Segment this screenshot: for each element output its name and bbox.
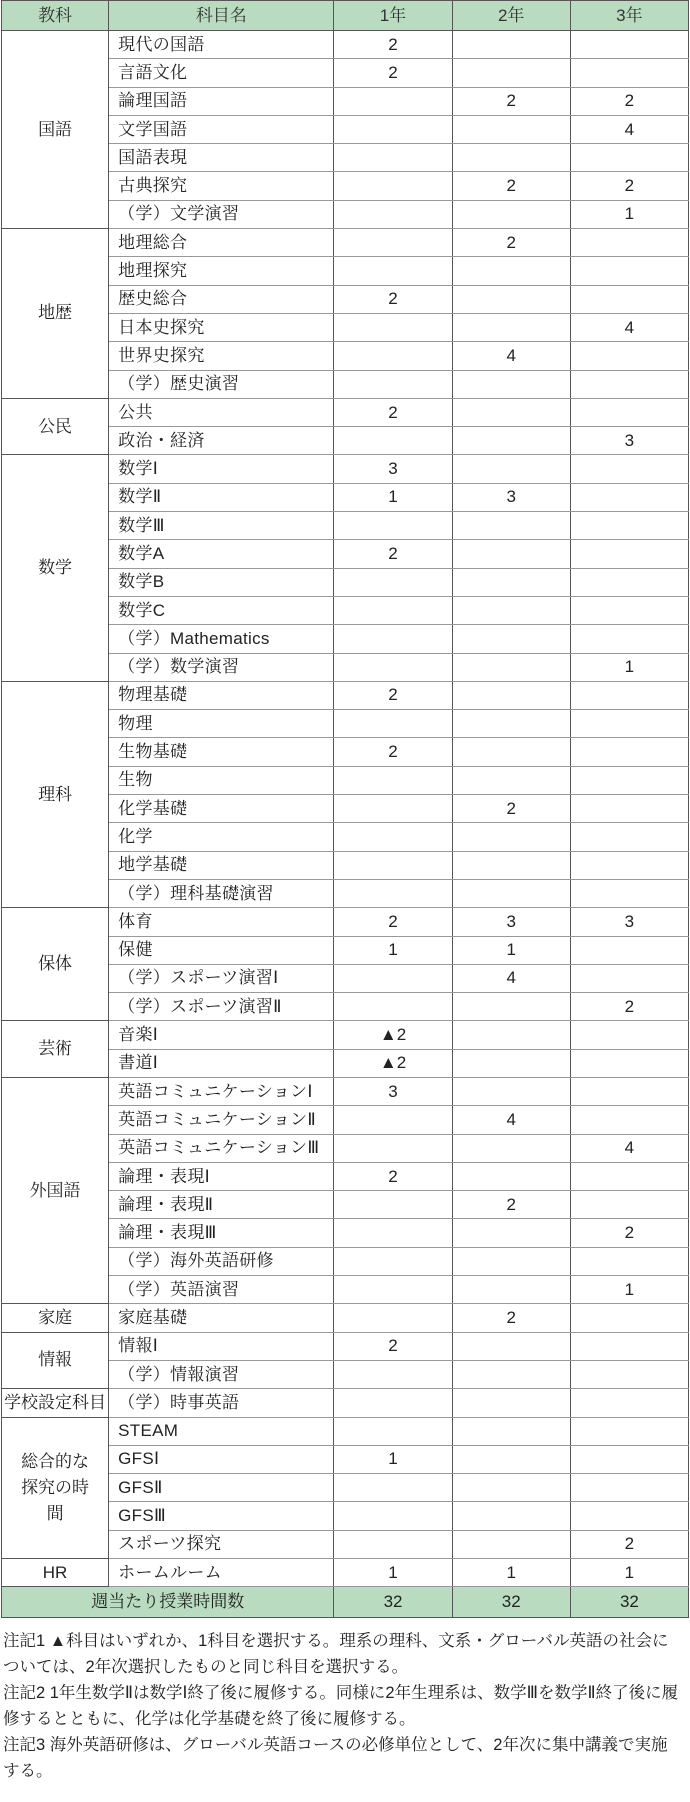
subject-cell: 物理基礎 (109, 681, 334, 709)
kyoka-cell: 理科 (2, 681, 109, 907)
year1-cell: 1 (334, 1445, 452, 1473)
curriculum-table (1, 0, 689, 1618)
total-label: 週当たり授業時間数 (2, 1587, 334, 1618)
year3-cell: 1 (570, 1276, 688, 1304)
subject-cell: 家庭基礎 (109, 1304, 334, 1332)
year3-cell (570, 964, 688, 992)
year2-cell (452, 144, 570, 172)
year2-cell (452, 710, 570, 738)
year3-cell: 2 (570, 1530, 688, 1558)
year2-cell (452, 1134, 570, 1162)
year2-cell (452, 115, 570, 143)
year2-cell: 2 (452, 172, 570, 200)
subject-cell: 音楽Ⅰ (109, 1021, 334, 1049)
year3-cell (570, 625, 688, 653)
year3-cell (570, 1247, 688, 1275)
year1-cell: 3 (334, 455, 452, 483)
year1-cell (334, 1106, 452, 1134)
year2-cell: 2 (452, 87, 570, 115)
year2-cell (452, 512, 570, 540)
year1-cell (334, 1389, 452, 1417)
year1-cell (334, 795, 452, 823)
year3-cell (570, 936, 688, 964)
year3-cell (570, 540, 688, 568)
year3-cell: 1 (570, 200, 688, 228)
kyoka-cell: 保体 (2, 908, 109, 1021)
year3-cell (570, 596, 688, 624)
year1-cell: 2 (334, 738, 452, 766)
year2-cell (452, 766, 570, 794)
subject-cell: 地理探究 (109, 257, 334, 285)
table-row (2, 229, 689, 257)
subject-cell: 公共 (109, 398, 334, 426)
year2-cell: 4 (452, 1106, 570, 1134)
year1-cell (334, 1276, 452, 1304)
year1-cell: 1 (334, 483, 452, 511)
year2-cell (452, 257, 570, 285)
kyoka-cell: 総合的な探究の時間 (2, 1417, 109, 1558)
year2-cell (452, 1389, 570, 1417)
year1-cell (334, 851, 452, 879)
subject-cell: 情報Ⅰ (109, 1332, 334, 1360)
subject-cell: 数学A (109, 540, 334, 568)
subject-cell: 生物基礎 (109, 738, 334, 766)
kyoka-cell: 地歴 (2, 229, 109, 399)
year3-cell (570, 31, 688, 59)
table-header (2, 1, 689, 31)
subject-cell: （学）時事英語 (109, 1389, 334, 1417)
subject-cell: 論理・表現Ⅱ (109, 1191, 334, 1219)
header-year1: 1年 (334, 1, 452, 31)
subject-cell: （学）情報演習 (109, 1360, 334, 1388)
year2-cell: 4 (452, 964, 570, 992)
year3-cell (570, 285, 688, 313)
total-row (2, 1587, 689, 1618)
total-year2: 32 (452, 1587, 570, 1618)
kyoka-cell: 数学 (2, 455, 109, 681)
table-row (2, 455, 689, 483)
year2-cell (452, 31, 570, 59)
subject-cell: 化学基礎 (109, 795, 334, 823)
subject-cell: 日本史探究 (109, 313, 334, 341)
year3-cell (570, 1304, 688, 1332)
year3-cell (570, 1106, 688, 1134)
year2-cell (452, 823, 570, 851)
year1-cell: 2 (334, 681, 452, 709)
year3-cell (570, 738, 688, 766)
year3-cell: 2 (570, 993, 688, 1021)
year3-cell (570, 1162, 688, 1190)
year2-cell (452, 200, 570, 228)
subject-cell: 文学国語 (109, 115, 334, 143)
year2-cell: 2 (452, 229, 570, 257)
table-row (2, 1021, 689, 1049)
year2-cell (452, 993, 570, 1021)
year1-cell (334, 512, 452, 540)
subject-cell: 世界史探究 (109, 342, 334, 370)
year1-cell (334, 427, 452, 455)
year1-cell (334, 568, 452, 596)
year2-cell (452, 1021, 570, 1049)
year2-cell (452, 427, 570, 455)
year1-cell (334, 1219, 452, 1247)
year3-cell (570, 568, 688, 596)
year1-cell (334, 342, 452, 370)
year1-cell (334, 823, 452, 851)
year2-cell: 3 (452, 483, 570, 511)
year1-cell (334, 115, 452, 143)
kyoka-cell: 国語 (2, 31, 109, 229)
year2-cell (452, 738, 570, 766)
year3-cell (570, 766, 688, 794)
subject-cell: （学）英語演習 (109, 1276, 334, 1304)
year1-cell (334, 596, 452, 624)
subject-cell: 政治・経済 (109, 427, 334, 455)
year1-cell (334, 1417, 452, 1445)
subject-cell: 地理総合 (109, 229, 334, 257)
year3-cell (570, 1502, 688, 1530)
year1-cell (334, 1360, 452, 1388)
year2-cell (452, 398, 570, 426)
year2-cell (452, 653, 570, 681)
year1-cell: 2 (334, 1332, 452, 1360)
year3-cell: 4 (570, 1134, 688, 1162)
year2-cell (452, 285, 570, 313)
subject-cell: 論理・表現Ⅰ (109, 1162, 334, 1190)
year1-cell: 2 (334, 908, 452, 936)
year2-cell: 2 (452, 1191, 570, 1219)
year3-cell (570, 398, 688, 426)
subject-cell: 古典探究 (109, 172, 334, 200)
subject-cell: STEAM (109, 1417, 334, 1445)
year3-cell (570, 1389, 688, 1417)
year1-cell (334, 1304, 452, 1332)
year3-cell: 1 (570, 653, 688, 681)
year1-cell (334, 993, 452, 1021)
year1-cell (334, 144, 452, 172)
subject-cell: ホームルーム (109, 1559, 334, 1587)
year1-cell (334, 87, 452, 115)
header-year2: 2年 (452, 1, 570, 31)
year2-cell (452, 1502, 570, 1530)
year2-cell (452, 1445, 570, 1473)
year2-cell (452, 879, 570, 907)
subject-cell: 物理 (109, 710, 334, 738)
year2-cell (452, 596, 570, 624)
year3-cell (570, 879, 688, 907)
year3-cell (570, 342, 688, 370)
table-row (2, 31, 689, 59)
year1-cell (334, 964, 452, 992)
year3-cell (570, 1191, 688, 1219)
header-row (2, 1, 689, 31)
subject-cell: 書道Ⅰ (109, 1049, 334, 1077)
year2-cell: 1 (452, 936, 570, 964)
year1-cell: 2 (334, 31, 452, 59)
table-body (2, 31, 689, 1587)
table-footer (2, 1587, 689, 1618)
year3-cell (570, 795, 688, 823)
year3-cell: 4 (570, 115, 688, 143)
header-year3: 3年 (570, 1, 688, 31)
subject-cell: 数学C (109, 596, 334, 624)
subject-cell: GFSⅡ (109, 1474, 334, 1502)
year1-cell (334, 172, 452, 200)
subject-cell: 数学Ⅰ (109, 455, 334, 483)
year1-cell: 1 (334, 1559, 452, 1587)
year2-cell (452, 59, 570, 87)
subject-cell: 保健 (109, 936, 334, 964)
table-row (2, 1389, 689, 1417)
notes (3, 1628, 683, 1784)
table-row (2, 1332, 689, 1360)
year3-cell: 4 (570, 313, 688, 341)
subject-cell: 英語コミュニケーションⅡ (109, 1106, 334, 1134)
subject-cell: 化学 (109, 823, 334, 851)
year2-cell (452, 1049, 570, 1077)
year3-cell (570, 144, 688, 172)
year3-cell (570, 1021, 688, 1049)
year3-cell: 2 (570, 172, 688, 200)
total-year1: 32 (334, 1587, 452, 1618)
subject-cell: 国語表現 (109, 144, 334, 172)
table-row (2, 1559, 689, 1587)
year1-cell (334, 200, 452, 228)
year3-cell (570, 1445, 688, 1473)
subject-cell: （学）理科基礎演習 (109, 879, 334, 907)
year1-cell (334, 653, 452, 681)
year3-cell (570, 512, 688, 540)
year2-cell (452, 313, 570, 341)
year1-cell: 2 (334, 1162, 452, 1190)
table-row (2, 681, 689, 709)
subject-cell: （学）文学演習 (109, 200, 334, 228)
subject-cell: （学）数学演習 (109, 653, 334, 681)
year1-cell (334, 1247, 452, 1275)
year2-cell (452, 1474, 570, 1502)
year2-cell (452, 1530, 570, 1558)
kyoka-cell: 家庭 (2, 1304, 109, 1332)
subject-cell: 地学基礎 (109, 851, 334, 879)
year1-cell: 1 (334, 936, 452, 964)
subject-cell: スポーツ探究 (109, 1530, 334, 1558)
year3-cell (570, 483, 688, 511)
year2-cell: 3 (452, 908, 570, 936)
year3-cell (570, 1417, 688, 1445)
note-3: 注記3 海外英語研修は、グローバル英語コースの必修単位として、2年次に集中講義で実施する。 (3, 1736, 668, 1781)
header-kyoka: 教科 (2, 1, 109, 31)
kyoka-cell: 芸術 (2, 1021, 109, 1078)
kyoka-cell: 情報 (2, 1332, 109, 1389)
table-row (2, 1077, 689, 1105)
year2-cell (452, 625, 570, 653)
year1-cell (334, 710, 452, 738)
subject-cell: 歴史総合 (109, 285, 334, 313)
note-1: 注記1 ▲科目はいずれか、1科目を選択する。理系の理科、文系・グローバル英語の社会については、2年次選択したものと同じ科目を選択する。 (3, 1632, 669, 1677)
year2-cell (452, 1276, 570, 1304)
subject-cell: （学）海外英語研修 (109, 1247, 334, 1275)
year3-cell (570, 1077, 688, 1105)
year1-cell: 3 (334, 1077, 452, 1105)
subject-cell: （学）スポーツ演習Ⅱ (109, 993, 334, 1021)
year2-cell: 4 (452, 342, 570, 370)
year2-cell (452, 1417, 570, 1445)
year3-cell: 1 (570, 1559, 688, 1587)
subject-cell: （学）Mathematics (109, 625, 334, 653)
subject-cell: 言語文化 (109, 59, 334, 87)
subject-cell: （学）スポーツ演習Ⅰ (109, 964, 334, 992)
year2-cell (452, 681, 570, 709)
subject-cell: 生物 (109, 766, 334, 794)
year2-cell (452, 455, 570, 483)
year2-cell (452, 1332, 570, 1360)
year2-cell (452, 851, 570, 879)
subject-cell: 体育 (109, 908, 334, 936)
total-year3: 32 (570, 1587, 688, 1618)
year2-cell (452, 568, 570, 596)
table-row (2, 1304, 689, 1332)
year1-cell (334, 257, 452, 285)
year2-cell (452, 540, 570, 568)
year3-cell: 2 (570, 1219, 688, 1247)
year2-cell (452, 1077, 570, 1105)
subject-cell: 数学Ⅱ (109, 483, 334, 511)
subject-cell: 論理・表現Ⅲ (109, 1219, 334, 1247)
year3-cell (570, 823, 688, 851)
subject-cell: 英語コミュニケーションⅢ (109, 1134, 334, 1162)
year1-cell (334, 879, 452, 907)
subject-cell: 数学B (109, 568, 334, 596)
subject-cell: 論理国語 (109, 87, 334, 115)
year3-cell (570, 681, 688, 709)
year1-cell (334, 1191, 452, 1219)
year1-cell: 2 (334, 285, 452, 313)
year3-cell (570, 370, 688, 398)
year3-cell (570, 1049, 688, 1077)
kyoka-cell: 学校設定科目 (2, 1389, 109, 1417)
subject-cell: GFSⅢ (109, 1502, 334, 1530)
year3-cell (570, 1360, 688, 1388)
year2-cell (452, 1162, 570, 1190)
year2-cell: 1 (452, 1559, 570, 1587)
year1-cell (334, 766, 452, 794)
year1-cell: 2 (334, 398, 452, 426)
subject-cell: 現代の国語 (109, 31, 334, 59)
subject-cell: 英語コミュニケーションⅠ (109, 1077, 334, 1105)
kyoka-cell: 外国語 (2, 1077, 109, 1303)
kyoka-cell: 公民 (2, 398, 109, 455)
year2-cell: 2 (452, 1304, 570, 1332)
year1-cell: 2 (334, 59, 452, 87)
subject-cell: （学）歴史演習 (109, 370, 334, 398)
year3-cell: 2 (570, 87, 688, 115)
year2-cell (452, 1360, 570, 1388)
year2-cell (452, 1247, 570, 1275)
year3-cell (570, 851, 688, 879)
year1-cell (334, 370, 452, 398)
year3-cell (570, 257, 688, 285)
table-row (2, 1417, 689, 1445)
year3-cell: 3 (570, 427, 688, 455)
year1-cell: ▲2 (334, 1049, 452, 1077)
year3-cell (570, 710, 688, 738)
year3-cell (570, 1332, 688, 1360)
year1-cell (334, 1474, 452, 1502)
year1-cell: 2 (334, 540, 452, 568)
year1-cell: ▲2 (334, 1021, 452, 1049)
year3-cell (570, 229, 688, 257)
table-row (2, 908, 689, 936)
year1-cell (334, 1134, 452, 1162)
year3-cell (570, 1474, 688, 1502)
year2-cell (452, 1219, 570, 1247)
subject-cell: 数学Ⅲ (109, 512, 334, 540)
year3-cell (570, 455, 688, 483)
year2-cell: 2 (452, 795, 570, 823)
kyoka-cell: HR (2, 1559, 109, 1587)
year1-cell (334, 229, 452, 257)
note-2: 注記2 1年生数学Ⅱは数学Ⅰ終了後に履修する。同様に2年生理系は、数学Ⅲを数学Ⅱ終了後に履修するとともに、化学は化学基礎を終了後に履修する。 (3, 1684, 679, 1729)
year2-cell (452, 370, 570, 398)
year1-cell (334, 625, 452, 653)
year3-cell (570, 59, 688, 87)
year1-cell (334, 313, 452, 341)
year3-cell: 3 (570, 908, 688, 936)
header-kamoku: 科目名 (109, 1, 334, 31)
table-row (2, 398, 689, 426)
year1-cell (334, 1530, 452, 1558)
year1-cell (334, 1502, 452, 1530)
subject-cell: GFSⅠ (109, 1445, 334, 1473)
